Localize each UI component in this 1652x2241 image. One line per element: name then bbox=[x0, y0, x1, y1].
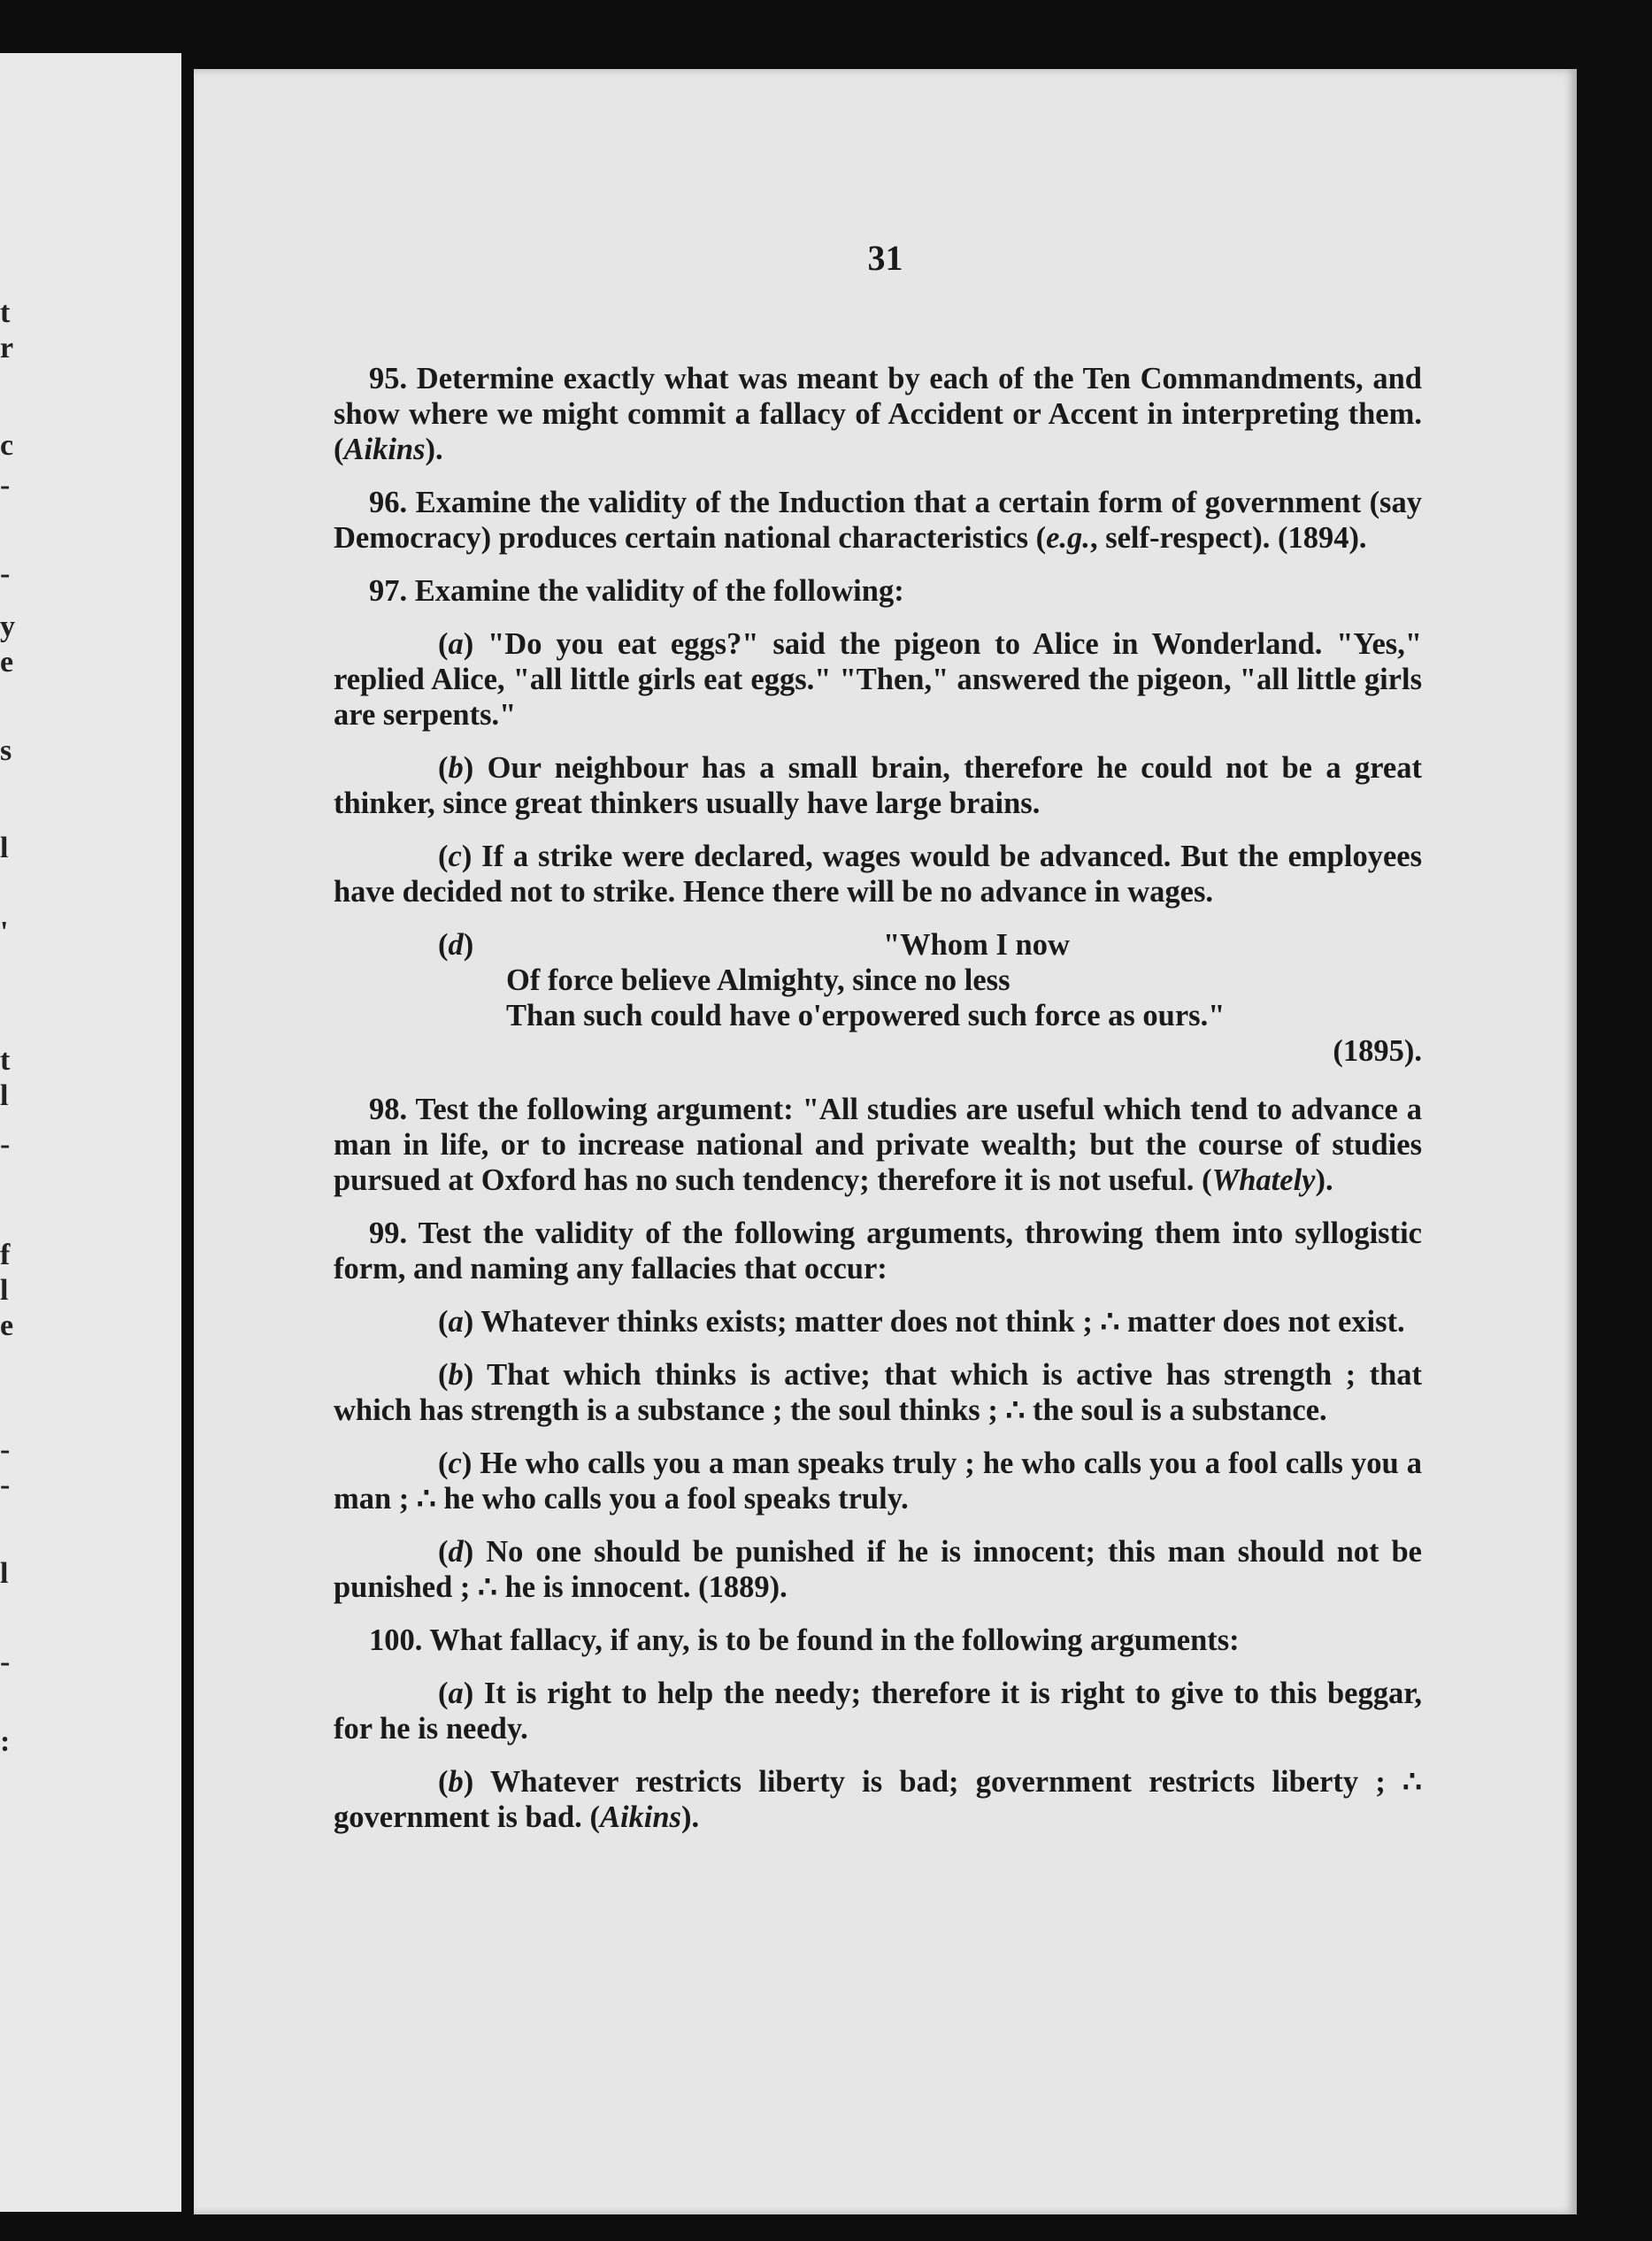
question-number: 96. bbox=[369, 486, 408, 519]
question-97 bbox=[334, 573, 1422, 609]
margin-char: l bbox=[0, 1274, 9, 1307]
margin-char: - bbox=[0, 557, 11, 590]
question-number: 100. bbox=[369, 1623, 423, 1657]
verse-line: Than such could have o'erpowered such force as ours." bbox=[506, 999, 1226, 1032]
margin-char: l bbox=[0, 1079, 9, 1112]
margin-char: t bbox=[0, 296, 11, 329]
sub-text: Whatever thinks exists; matter does not think ; ∴ matter does not exist. bbox=[473, 1305, 1405, 1339]
question-100-b: (b) Whatever restricts liberty is bad; government restricts liberty ; ∴ government is bad. (Aikins). bbox=[334, 1765, 1422, 1834]
verse-line: Of force believe Almighty, since no less bbox=[506, 963, 1010, 997]
sub-label: c bbox=[448, 840, 462, 873]
question-text-end: , self-respect). (1894). bbox=[1089, 521, 1367, 555]
margin-char: r bbox=[0, 332, 14, 365]
margin-char: - bbox=[0, 1128, 11, 1161]
question-96 bbox=[334, 485, 1422, 556]
margin-char: - bbox=[0, 1646, 11, 1678]
verse-line: "Whom I now bbox=[883, 928, 1070, 962]
facing-page-edge bbox=[0, 53, 181, 2212]
sub-label: a bbox=[448, 627, 464, 661]
question-100 bbox=[334, 1623, 1422, 1658]
margin-char: l bbox=[0, 1557, 9, 1590]
margin-char: e bbox=[0, 646, 14, 679]
question-97-a: (a) "Do you eat eggs?" said the pigeon to Alice in Wonderland. "Yes," replied Alice, "all little girls eat eggs." "Then," answered the pigeon, "all little girls are serpents." bbox=[334, 627, 1422, 732]
gutter bbox=[181, 53, 194, 2212]
question-97-d: (d) "Whom I now Of force believe Almighty, since no less Than such could have o'erpowered such force as ours." (1895). bbox=[334, 927, 1422, 1069]
citation: Aikins bbox=[343, 433, 426, 466]
question-99 bbox=[334, 1216, 1422, 1286]
sub-label: d bbox=[448, 1535, 464, 1569]
sub-text: He who calls you a man speaks truly ; he who calls you a fool calls you a man ; ∴ he who calls you a fool speaks truly. bbox=[334, 1447, 1422, 1516]
question-text: Examine the validity of the Induction that a certain form of government (say Democracy) produces certain national characteristics ( bbox=[334, 486, 1422, 555]
margin-char: y bbox=[0, 610, 15, 643]
page-number: 31 bbox=[867, 238, 903, 278]
book-page bbox=[194, 69, 1577, 2214]
question-98: 98. Test the following argument: "All studies are useful which tend to advance a man in life, or to increase national and private wealth; but the course of studies pursued at Oxford has no such tendency; therefore it is not useful. (Whately). bbox=[334, 1093, 1422, 1197]
sub-text: It is right to help the needy; therefore it is right to give to this beggar, for he is needy. bbox=[334, 1677, 1422, 1746]
margin-char: t bbox=[0, 1044, 11, 1077]
sub-label: c bbox=[448, 1447, 462, 1480]
abbreviation: e.g. bbox=[1046, 521, 1090, 555]
citation: Aikins bbox=[599, 1800, 681, 1834]
question-97-b: (b) Our neighbour has a small brain, therefore he could not be a great thinker, since great thinkers usually have large brains. bbox=[334, 751, 1422, 820]
question-97-c: (c) If a strike were declared, wages would be advanced. But the employees have decided not to strike. Hence there will be no advance in wages. bbox=[334, 840, 1422, 909]
sub-text: Whatever restricts liberty is bad; government restricts liberty ; ∴ government is bad. bbox=[334, 1765, 1422, 1834]
verse-date: (1895). bbox=[1333, 1034, 1422, 1068]
margin-char: : bbox=[0, 1725, 11, 1758]
sub-label: b bbox=[448, 1358, 464, 1392]
sub-text: That which thinks is active; that which is active has strength ; that which has strength is a substance ; the soul thinks ; ∴ the soul is a substance. bbox=[334, 1358, 1422, 1427]
sub-label: b bbox=[448, 751, 464, 785]
question-99-c: (c) He who calls you a man speaks truly ; he who calls you a fool calls you a man ; ∴ he who calls you a fool speaks truly. bbox=[334, 1447, 1422, 1516]
question-text: Examine the validity of the following: bbox=[407, 574, 904, 608]
margin-char: c bbox=[0, 429, 14, 462]
sub-text: Our neighbour has a small brain, therefore he could not be a great thinker, since great thinkers usually have large brains. bbox=[334, 751, 1422, 820]
citation: Whately bbox=[1211, 1163, 1316, 1197]
sub-label: a bbox=[448, 1305, 464, 1339]
question-number: 99. bbox=[369, 1216, 408, 1250]
sub-label: b bbox=[448, 1765, 464, 1799]
question-number: 97. bbox=[369, 574, 408, 608]
margin-char: - bbox=[0, 469, 11, 502]
page-text bbox=[334, 361, 1422, 1853]
sub-label: d bbox=[448, 928, 464, 962]
sub-text: No one should be punished if he is innocent; this man should not be punished ; ∴ he is innocent. (1889). bbox=[334, 1535, 1422, 1604]
question-text: Determine exactly what was meant by each of the Ten Commandments, and show where we might commit a fallacy of Accident or Accent in interpreting them. bbox=[334, 362, 1422, 431]
question-95: 95. Determine exactly what was meant by each of the Ten Commandments, and show where we might commit a fallacy of Accident or Accent in interpreting them. (Aikins). bbox=[334, 362, 1422, 466]
sub-text: "Do you eat eggs?" said the pigeon to Alice in Wonderland. "Yes," replied Alice, "all little girls eat eggs." "Then," answered the pigeon, "all little girls are serpents." bbox=[334, 627, 1422, 732]
question-text: What fallacy, if any, is to be found in the following arguments: bbox=[422, 1623, 1240, 1657]
question-99-b: (b) That which thinks is active; that which is active has strength ; that which has strength is a substance ; the soul thinks ; ∴ the soul is a substance. bbox=[334, 1358, 1422, 1427]
question-100-a: (a) It is right to help the needy; therefore it is right to give to this beggar, for he is needy. bbox=[334, 1677, 1422, 1746]
question-text: Test the validity of the following arguments, throwing them into syllogistic form, and naming any fallacies that occur: bbox=[334, 1216, 1422, 1286]
question-99-d: (d) No one should be punished if he is innocent; this man should not be punished ; ∴ he is innocent. (1889). bbox=[334, 1535, 1422, 1604]
sub-label: a bbox=[448, 1677, 464, 1710]
question-99-a: (a) Whatever thinks exists; matter does not think ; ∴ matter does not exist. bbox=[438, 1305, 1405, 1339]
margin-char: l bbox=[0, 832, 9, 864]
question-number: 95. bbox=[369, 362, 408, 395]
margin-char: ' bbox=[0, 916, 9, 948]
question-text: Test the following argument: "All studies are useful which tend to advance a man in life, or to increase national and private wealth; but the course of studies pursued at Oxford has no such tendency; therefore it is not useful. bbox=[334, 1093, 1422, 1197]
margin-char: - bbox=[0, 1469, 11, 1501]
margin-char: f bbox=[0, 1239, 11, 1271]
sub-text: If a strike were declared, wages would be advanced. But the employees have decided not to strike. Hence there will be no advance in wages. bbox=[334, 840, 1422, 909]
margin-char: s bbox=[0, 734, 12, 767]
margin-char: e bbox=[0, 1309, 14, 1342]
margin-char: - bbox=[0, 1433, 11, 1466]
question-number: 98. bbox=[369, 1093, 408, 1126]
